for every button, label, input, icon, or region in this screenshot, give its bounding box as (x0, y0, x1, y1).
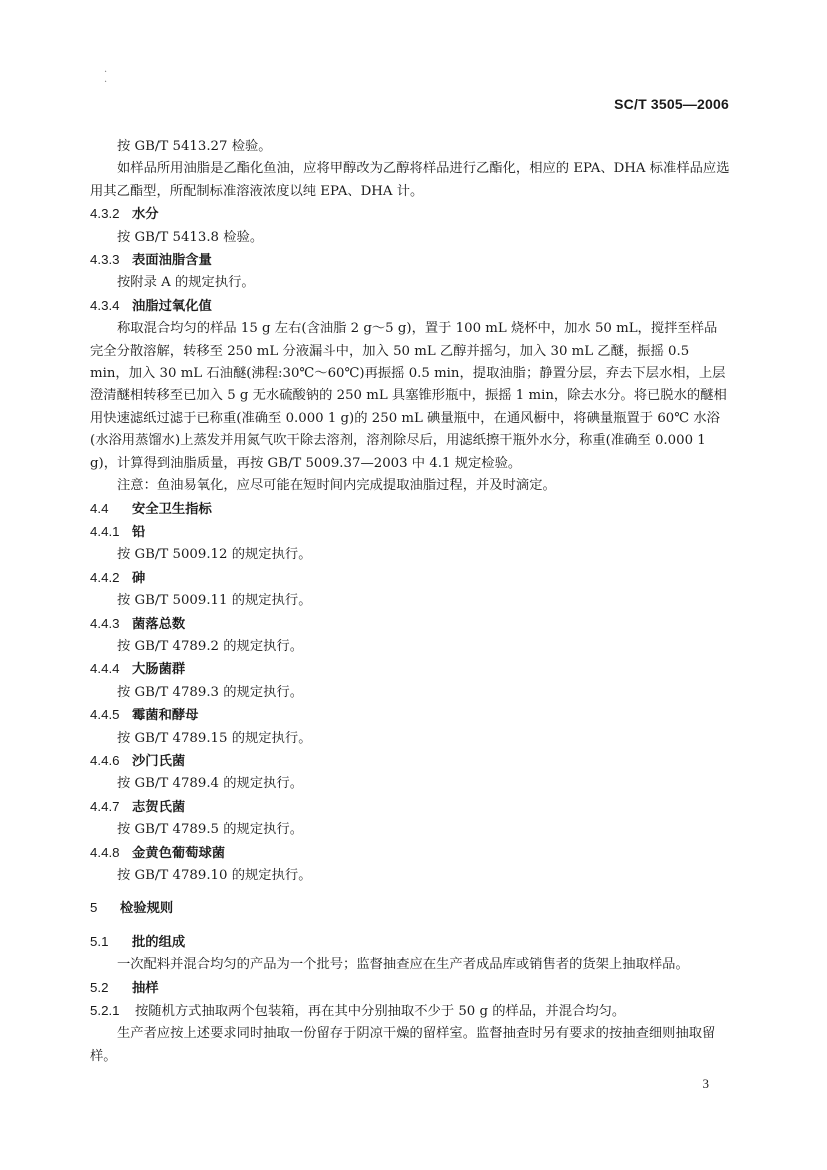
body-paragraph: 生产者应按上述要求同时抽取一份留存于阴凉干燥的留样室。监督抽查时另有要求的按抽查细则抽取留样。 (90, 1026, 716, 1064)
section-number: 4.4 (90, 500, 109, 516)
body-paragraph: 按 GB/T 5009.11 的规定执行。 (117, 593, 312, 609)
section-number: 5.1 (90, 933, 109, 949)
section-title: 霉菌和酵母 (132, 708, 199, 724)
section-number: 5.2 (90, 979, 109, 995)
section-title: 安全卫生指标 (132, 501, 212, 517)
body-paragraph: 称取混合均匀的样品 15 g 左右(含油脂 2 g～5 g)，置于 100 mL 烧杯中，加水 50 mL，搅拌至样品完全分散溶解，转移至 250 mL 分液漏斗中，加入 50 mL 乙醇并摇匀，加入 30 mL 乙醚，振摇 0.5 min，加入 30 mL 石油醚(沸程:30℃～60℃)再振摇 0.5 min，提取油脂；静置分层，弃去下层水相，上层澄清醚相转移至已加入 5 g 无水硫酸钠的 250 mL 具塞锥形瓶中，振摇 1 min，除去水分。将已脱水的醚相用快速滤纸过滤于已称重(准确至 0.000 1 g)的 250 mL 碘量瓶中，在通风橱中，将碘量瓶置于 60℃ 水浴(水浴用蒸馏水)上蒸发并用氮气吹干除去溶剂，溶剂除尽后，用滤纸擦干瓶外水分，称重(准确至 0.000 1 g)，计算得到油脂质量，再按 GB/T 5009.37—2003 中 4.1 规定检验。 (90, 321, 727, 471)
body-paragraph: 按 GB/T 4789.3 的规定执行。 (117, 684, 304, 700)
section-title: 检验规则 (120, 901, 174, 917)
body-paragraph: 按 GB/T 5009.12 的规定执行。 (117, 547, 312, 563)
section-title: 金黄色葡萄球菌 (132, 845, 226, 861)
body-paragraph: 按 GB/T 4789.2 的规定执行。 (117, 638, 304, 654)
section-number: 4.4.1 (90, 523, 120, 539)
section-number: 5 (90, 900, 98, 916)
section-title: 油脂过氧化值 (132, 298, 212, 314)
section-number: 4.4.7 (90, 798, 120, 814)
section-title: 水分 (132, 207, 159, 223)
body-paragraph: 按 GB/T 5413.27 检验。 (117, 139, 272, 154)
section-number: 4.4.8 (90, 844, 120, 860)
section-number: 4.4.4 (90, 661, 120, 677)
section-heading (90, 842, 730, 865)
body-paragraph: 按 GB/T 4789.15 的规定执行。 (117, 730, 312, 746)
body-paragraph: 按 GB/T 4789.10 的规定执行。 (117, 868, 312, 883)
section-heading (90, 931, 730, 954)
section-title: 志贺氏菌 (132, 799, 186, 815)
body-paragraph: 按 GB/T 5413.8 检验。 (117, 229, 264, 245)
section-number: 4.3.4 (90, 297, 120, 313)
section-heading (90, 203, 730, 226)
paragraph-text: 按随机方式抽取两个包装箱，再在其中分别抽取不少于 50 g 的样品，并混合均匀。 (135, 1004, 626, 1020)
body-paragraph: 一次配料并混合均匀的产品为一个批号；监督抽查应在生产者成品库或销售者的货架上抽取样品。 (117, 957, 689, 973)
body-paragraph: 注意：鱼油易氧化，应尽可能在短时间内完成提取油脂过程，并及时滴定。 (117, 478, 556, 494)
section-heading (90, 295, 730, 318)
standard-code: SC/T 3505—2006 (614, 96, 729, 112)
body-paragraph: 如样品所用油脂是乙酯化鱼油，应将甲醇改为乙醇将样品进行乙酯化，相应的 EPA、DHA 标准样品应选用其乙酯型，所配制标准溶液浓度以纯 EPA、DHA 计。 (90, 161, 730, 199)
section-number: 4.4.6 (90, 752, 120, 768)
body-paragraph: 按 GB/T 4789.4 的规定执行。 (117, 776, 304, 792)
section-title: 沙门氏菌 (132, 753, 186, 769)
section-heading (90, 704, 730, 727)
clause-number: 5.2.1 (90, 1003, 120, 1019)
section-heading (90, 498, 730, 521)
section-heading (90, 897, 730, 920)
section-number: 4.4.3 (90, 615, 120, 631)
section-heading (90, 796, 730, 819)
section-heading (90, 249, 730, 272)
section-number: 4.3.3 (90, 252, 120, 268)
numbered-paragraph (90, 1000, 730, 1023)
section-number: 4.3.2 (90, 206, 120, 222)
section-number: 4.4.5 (90, 707, 120, 723)
section-title: 砷 (132, 570, 146, 586)
section-heading (90, 750, 730, 773)
section-title: 表面油脂含量 (132, 253, 212, 269)
body-paragraph: 按附录 A 的规定执行。 (117, 275, 255, 291)
section-heading (90, 977, 730, 1000)
section-title: 批的组成 (132, 934, 186, 950)
document-body (90, 136, 730, 1068)
section-title: 菌落总数 (132, 616, 186, 632)
section-heading (90, 613, 730, 636)
body-paragraph: 按 GB/T 4789.5 的规定执行。 (117, 822, 304, 838)
section-title: 大肠菌群 (132, 662, 186, 678)
section-heading (90, 658, 730, 681)
page-number: 3 (702, 1076, 709, 1091)
section-heading (90, 521, 730, 544)
scan-artifact-dots: · · (104, 67, 108, 88)
section-title: 铅 (132, 524, 146, 540)
section-number: 4.4.2 (90, 569, 120, 585)
section-heading (90, 567, 730, 590)
section-title: 抽样 (132, 980, 159, 996)
